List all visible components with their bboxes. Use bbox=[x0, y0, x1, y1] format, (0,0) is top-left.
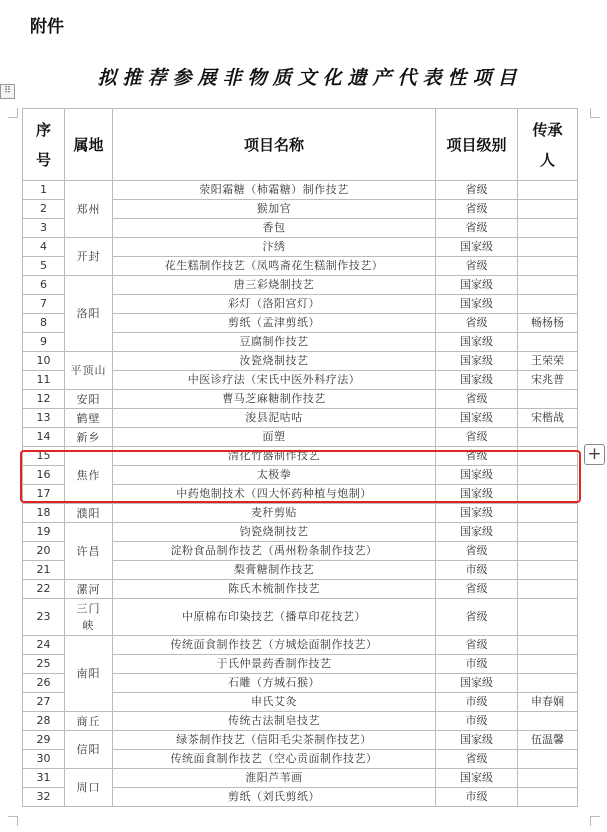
table-row bbox=[23, 523, 578, 542]
table-move-handle-icon[interactable]: ⠿ bbox=[0, 84, 15, 99]
table-row bbox=[23, 352, 578, 371]
crop-mark-bottom-right bbox=[590, 816, 600, 826]
project-name: 梨膏糖制作技艺 bbox=[113, 561, 436, 580]
heir-cell: 伍温馨 bbox=[518, 731, 578, 750]
project-name: 荥阳霜糖（柿霜糖）制作技艺 bbox=[113, 181, 436, 200]
row-no: 23 bbox=[23, 599, 65, 636]
project-level: 国家级 bbox=[436, 238, 518, 257]
project-level: 国家级 bbox=[436, 523, 518, 542]
table-row bbox=[23, 712, 578, 731]
row-no: 24 bbox=[23, 636, 65, 655]
crop-mark-top-left bbox=[8, 108, 18, 118]
heir-cell bbox=[518, 466, 578, 485]
project-name: 花生糕制作技艺（凤鸣斋花生糕制作技艺） bbox=[113, 257, 436, 276]
table-row bbox=[23, 276, 578, 295]
project-name: 传统古法制皂技艺 bbox=[113, 712, 436, 731]
heir-cell: 申春娴 bbox=[518, 693, 578, 712]
row-no: 20 bbox=[23, 542, 65, 561]
row-no: 6 bbox=[23, 276, 65, 295]
table-row bbox=[23, 580, 578, 599]
row-no: 29 bbox=[23, 731, 65, 750]
row-no: 17 bbox=[23, 485, 65, 504]
header-heir: 传承人 bbox=[518, 109, 578, 181]
project-name: 传统面食制作技艺（空心贡面制作技艺） bbox=[113, 750, 436, 769]
project-level: 市级 bbox=[436, 712, 518, 731]
location-cell: 洛阳 bbox=[65, 276, 113, 352]
heir-cell bbox=[518, 523, 578, 542]
project-name: 唐三彩烧制技艺 bbox=[113, 276, 436, 295]
project-level: 国家级 bbox=[436, 674, 518, 693]
table-row bbox=[23, 409, 578, 428]
heir-cell bbox=[518, 712, 578, 731]
project-level: 省级 bbox=[436, 542, 518, 561]
row-no: 4 bbox=[23, 238, 65, 257]
location-cell: 新乡 bbox=[65, 428, 113, 447]
row-no: 18 bbox=[23, 504, 65, 523]
project-level: 国家级 bbox=[436, 333, 518, 352]
project-level: 省级 bbox=[436, 750, 518, 769]
row-no: 26 bbox=[23, 674, 65, 693]
row-no: 30 bbox=[23, 750, 65, 769]
row-no: 1 bbox=[23, 181, 65, 200]
table-row bbox=[23, 447, 578, 466]
project-name: 淮阳芦苇画 bbox=[113, 769, 436, 788]
project-level: 国家级 bbox=[436, 276, 518, 295]
row-no: 31 bbox=[23, 769, 65, 788]
project-level: 省级 bbox=[436, 580, 518, 599]
header-no: 序号 bbox=[23, 109, 65, 181]
project-name: 汝瓷烧制技艺 bbox=[113, 352, 436, 371]
heir-cell bbox=[518, 636, 578, 655]
location-cell: 许昌 bbox=[65, 523, 113, 580]
add-column-plus-icon[interactable]: + bbox=[584, 444, 605, 465]
row-no: 2 bbox=[23, 200, 65, 219]
heir-cell: 宋楷战 bbox=[518, 409, 578, 428]
project-level: 省级 bbox=[436, 428, 518, 447]
location-cell: 南阳 bbox=[65, 636, 113, 712]
project-level: 省级 bbox=[436, 447, 518, 466]
project-level: 国家级 bbox=[436, 295, 518, 314]
table-row bbox=[23, 769, 578, 788]
project-name: 汴绣 bbox=[113, 238, 436, 257]
project-level: 国家级 bbox=[436, 466, 518, 485]
attachment-label: 附件 bbox=[30, 17, 64, 37]
project-level: 省级 bbox=[436, 314, 518, 333]
location-cell: 安阳 bbox=[65, 390, 113, 409]
project-name: 中医诊疗法（宋氏中医外科疗法） bbox=[113, 371, 436, 390]
location-cell: 三门峡 bbox=[65, 599, 113, 636]
heir-cell bbox=[518, 788, 578, 807]
heir-cell bbox=[518, 295, 578, 314]
row-no: 14 bbox=[23, 428, 65, 447]
row-no: 8 bbox=[23, 314, 65, 333]
heir-cell bbox=[518, 750, 578, 769]
row-no: 12 bbox=[23, 390, 65, 409]
row-no: 5 bbox=[23, 257, 65, 276]
project-level: 国家级 bbox=[436, 769, 518, 788]
row-no: 21 bbox=[23, 561, 65, 580]
project-level: 省级 bbox=[436, 390, 518, 409]
header-project-level: 项目级别 bbox=[436, 109, 518, 181]
project-name: 传统面食制作技艺（方城烩面制作技艺） bbox=[113, 636, 436, 655]
project-name: 曹马芝麻糖制作技艺 bbox=[113, 390, 436, 409]
project-level: 国家级 bbox=[436, 409, 518, 428]
location-cell: 濮阳 bbox=[65, 504, 113, 523]
heir-cell bbox=[518, 580, 578, 599]
heir-cell bbox=[518, 276, 578, 295]
project-level: 市级 bbox=[436, 693, 518, 712]
project-level: 国家级 bbox=[436, 371, 518, 390]
project-level: 省级 bbox=[436, 257, 518, 276]
heir-cell bbox=[518, 181, 578, 200]
project-name: 彩灯（洛阳宫灯） bbox=[113, 295, 436, 314]
project-name: 豆腐制作技艺 bbox=[113, 333, 436, 352]
row-no: 22 bbox=[23, 580, 65, 599]
location-cell: 鹤壁 bbox=[65, 409, 113, 428]
table-row bbox=[23, 390, 578, 409]
heir-cell bbox=[518, 219, 578, 238]
row-no: 15 bbox=[23, 447, 65, 466]
row-no: 19 bbox=[23, 523, 65, 542]
heir-cell bbox=[518, 542, 578, 561]
document-title: 拟推荐参展非物质文化遗产代表性项目 bbox=[97, 67, 523, 89]
heir-cell bbox=[518, 428, 578, 447]
table-row bbox=[23, 636, 578, 655]
project-name: 于氏仲景药香制作技艺 bbox=[113, 655, 436, 674]
row-no: 27 bbox=[23, 693, 65, 712]
project-name: 剪纸（孟津剪纸） bbox=[113, 314, 436, 333]
location-cell: 焦作 bbox=[65, 447, 113, 504]
row-no: 16 bbox=[23, 466, 65, 485]
project-name: 面塑 bbox=[113, 428, 436, 447]
project-name: 清化竹器制作技艺 bbox=[113, 447, 436, 466]
table-row bbox=[23, 238, 578, 257]
heir-cell bbox=[518, 561, 578, 580]
project-name: 中药炮制技术（四大怀药种植与炮制） bbox=[113, 485, 436, 504]
row-no: 11 bbox=[23, 371, 65, 390]
header-location: 属地 bbox=[65, 109, 113, 181]
row-no: 10 bbox=[23, 352, 65, 371]
table-row bbox=[23, 428, 578, 447]
row-no: 32 bbox=[23, 788, 65, 807]
row-no: 3 bbox=[23, 219, 65, 238]
project-name: 淀粉食品制作技艺（禹州粉条制作技艺） bbox=[113, 542, 436, 561]
project-name: 浚县泥咕咕 bbox=[113, 409, 436, 428]
heir-cell bbox=[518, 674, 578, 693]
table-row bbox=[23, 599, 578, 636]
header-project-name: 项目名称 bbox=[113, 109, 436, 181]
location-cell: 商丘 bbox=[65, 712, 113, 731]
location-cell: 郑州 bbox=[65, 181, 113, 238]
heir-cell bbox=[518, 200, 578, 219]
crop-mark-bottom-left bbox=[8, 816, 18, 826]
project-name: 绿茶制作技艺（信阳毛尖茶制作技艺） bbox=[113, 731, 436, 750]
heir-cell bbox=[518, 390, 578, 409]
row-no: 13 bbox=[23, 409, 65, 428]
table-row bbox=[23, 504, 578, 523]
location-cell: 漯河 bbox=[65, 580, 113, 599]
project-name: 钧瓷烧制技艺 bbox=[113, 523, 436, 542]
project-name: 陈氏木梳制作技艺 bbox=[113, 580, 436, 599]
project-level: 市级 bbox=[436, 561, 518, 580]
project-name: 香包 bbox=[113, 219, 436, 238]
heritage-project-table bbox=[22, 108, 578, 807]
project-name: 石雕（方城石猴） bbox=[113, 674, 436, 693]
location-cell: 平顶山 bbox=[65, 352, 113, 390]
project-level: 省级 bbox=[436, 599, 518, 636]
heir-cell bbox=[518, 655, 578, 674]
project-level: 国家级 bbox=[436, 731, 518, 750]
heir-cell bbox=[518, 599, 578, 636]
heir-cell: 王荣荣 bbox=[518, 352, 578, 371]
project-level: 省级 bbox=[436, 200, 518, 219]
location-cell: 开封 bbox=[65, 238, 113, 276]
crop-mark-top-right bbox=[590, 108, 600, 118]
table-row bbox=[23, 181, 578, 200]
project-level: 国家级 bbox=[436, 504, 518, 523]
heir-cell: 宋兆普 bbox=[518, 371, 578, 390]
heir-cell bbox=[518, 485, 578, 504]
heir-cell bbox=[518, 257, 578, 276]
project-level: 市级 bbox=[436, 655, 518, 674]
row-no: 9 bbox=[23, 333, 65, 352]
heir-cell bbox=[518, 504, 578, 523]
heir-cell bbox=[518, 769, 578, 788]
table-header-row bbox=[23, 109, 578, 181]
project-level: 市级 bbox=[436, 788, 518, 807]
project-name: 猴加官 bbox=[113, 200, 436, 219]
project-name: 申氏艾灸 bbox=[113, 693, 436, 712]
location-cell: 周口 bbox=[65, 769, 113, 807]
project-name: 剪纸（刘氏剪纸） bbox=[113, 788, 436, 807]
heir-cell bbox=[518, 447, 578, 466]
row-no: 7 bbox=[23, 295, 65, 314]
row-no: 25 bbox=[23, 655, 65, 674]
project-name: 太极拳 bbox=[113, 466, 436, 485]
location-cell: 信阳 bbox=[65, 731, 113, 769]
heir-cell bbox=[518, 238, 578, 257]
heir-cell bbox=[518, 333, 578, 352]
table-row bbox=[23, 731, 578, 750]
project-name: 中原棉布印染技艺（播草印花技艺） bbox=[113, 599, 436, 636]
project-level: 国家级 bbox=[436, 352, 518, 371]
project-level: 国家级 bbox=[436, 485, 518, 504]
project-level: 省级 bbox=[436, 181, 518, 200]
project-level: 省级 bbox=[436, 636, 518, 655]
project-level: 省级 bbox=[436, 219, 518, 238]
row-no: 28 bbox=[23, 712, 65, 731]
project-name: 麦秆剪贴 bbox=[113, 504, 436, 523]
heir-cell: 畅杨杨 bbox=[518, 314, 578, 333]
